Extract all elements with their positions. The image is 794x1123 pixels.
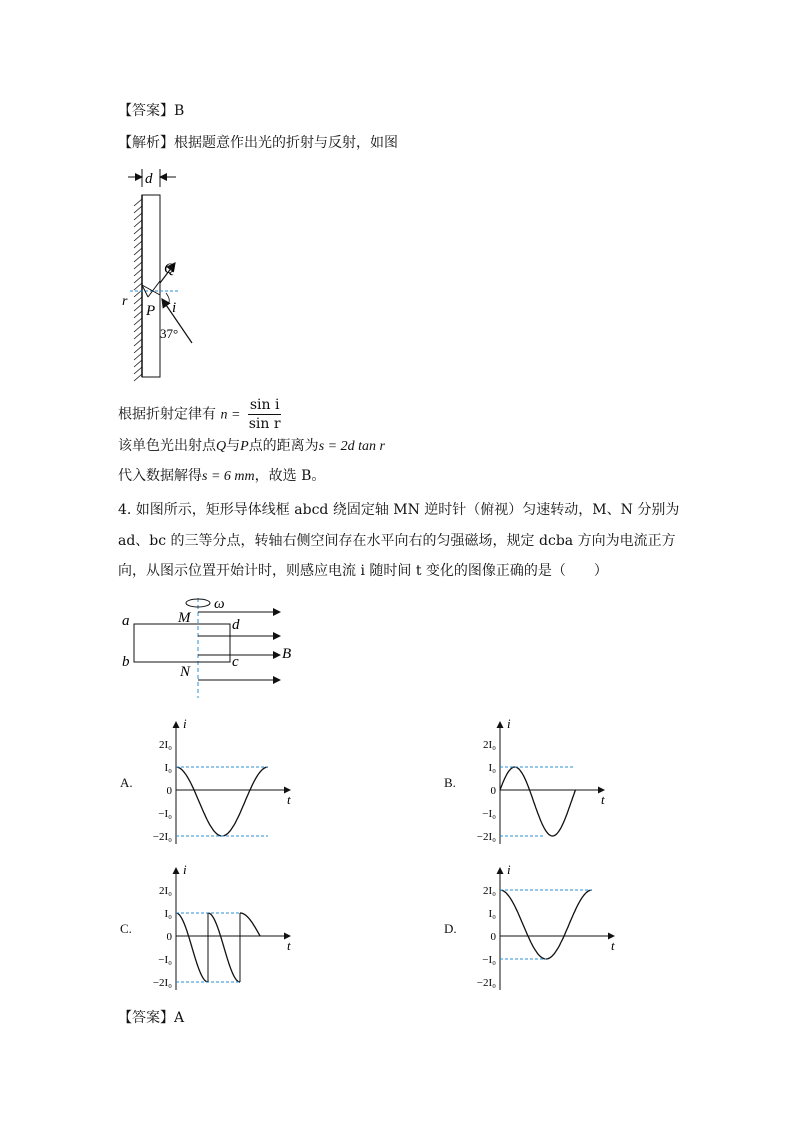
M-label: M xyxy=(178,610,191,626)
graph-A[interactable] xyxy=(140,716,310,846)
eq3-suffix: ，故选 B。 xyxy=(254,468,326,484)
hatch-mark xyxy=(134,339,142,346)
x-axis-label: t xyxy=(287,792,291,807)
eq2-mid: 与 xyxy=(226,438,241,454)
hatch-mark xyxy=(134,206,142,213)
tick-label: I₀ xyxy=(164,762,172,774)
tick-label: −2I₀ xyxy=(152,831,172,843)
answer-value: B xyxy=(174,103,185,119)
P-label: P xyxy=(146,303,156,319)
q4-line-3: 向，从图示位置开始计时，则感应电流 i 随时间 t 变化的图像正确的是（ ） xyxy=(118,563,608,579)
eq3-prefix: 代入数据解得 xyxy=(118,468,202,484)
eq2-prefix: 该单色光出射点 xyxy=(118,438,216,454)
analysis-line xyxy=(118,133,398,153)
eq2-P: P xyxy=(240,439,249,454)
a-label: a xyxy=(122,613,130,629)
tick-label: 0 xyxy=(166,931,172,943)
hatch-mark xyxy=(134,311,142,318)
b-label: b xyxy=(122,654,130,670)
r-label: r xyxy=(122,294,128,309)
hatch-mark xyxy=(134,374,142,381)
eq2-suffix: 点的距离为 xyxy=(248,438,319,454)
tick-label: I₀ xyxy=(488,762,496,774)
tick-label: I₀ xyxy=(164,908,172,920)
hatch-mark xyxy=(134,367,142,374)
omega-label: ω xyxy=(214,596,225,612)
hatch-mark xyxy=(134,304,142,311)
tick-label: 0 xyxy=(166,785,172,797)
tick-label: −I₀ xyxy=(482,954,496,966)
series-curve xyxy=(500,767,575,836)
hatch-mark xyxy=(134,332,142,339)
eq3-formula: s = 6 mm xyxy=(202,469,255,484)
q4-line-2: ad、bc 的三等分点，转轴右侧空间存在水平向右的匀强磁场，规定 dcba 方向为电流正方 xyxy=(118,533,676,549)
d-label-2: d xyxy=(232,617,240,633)
series-curve xyxy=(500,890,592,959)
hatch-mark xyxy=(134,248,142,255)
q4-line-1: 4. 如图所示，矩形导体线框 abcd 绕固定轴 MN 逆时针（俯视）匀速转动，M、N 分别为 xyxy=(118,502,680,518)
d-label: d xyxy=(145,171,153,187)
Q-label: Q xyxy=(164,261,175,277)
eq2-formula: s = 2d tan r xyxy=(318,439,385,454)
c-label: c xyxy=(232,654,239,670)
B-label: B xyxy=(282,646,292,662)
option-D-label[interactable]: D. xyxy=(444,921,457,936)
tick-label: −2I₀ xyxy=(152,977,172,989)
tick-label: I₀ xyxy=(488,908,496,920)
answer2-label: 【答案】 xyxy=(118,1010,174,1026)
option-B-label[interactable]: B. xyxy=(444,775,456,790)
graph-C[interactable] xyxy=(140,862,310,992)
y-axis-label: i xyxy=(507,862,511,877)
hatch-mark xyxy=(134,318,142,325)
option-A-label[interactable]: A. xyxy=(120,775,133,790)
tick-label: −2I₀ xyxy=(476,977,496,989)
graph-D[interactable] xyxy=(464,862,634,992)
hatch-mark xyxy=(134,283,142,290)
eq1-lhs: n = xyxy=(220,407,241,423)
tick-label: 2I₀ xyxy=(159,885,172,897)
i-label: i xyxy=(172,300,177,316)
hatch-mark xyxy=(134,262,142,269)
series-curve xyxy=(176,913,208,982)
x-axis-label: t xyxy=(611,938,615,953)
option-C-label[interactable]: C. xyxy=(120,921,132,936)
hatch-mark xyxy=(134,255,142,262)
rotating-frame-figure xyxy=(118,592,308,702)
series-curve xyxy=(176,767,268,836)
hatch-mark xyxy=(134,353,142,360)
answer2-value: A xyxy=(174,1010,185,1026)
hatch-mark xyxy=(134,241,142,248)
x-axis-label: t xyxy=(287,938,291,953)
hatch-mark xyxy=(134,360,142,367)
series-curve xyxy=(208,913,240,982)
hatch-mark xyxy=(134,269,142,276)
tick-label: 2I₀ xyxy=(483,739,496,751)
analysis-label: 【解析】 xyxy=(118,135,174,151)
hatch-mark xyxy=(134,213,142,220)
refraction-figure xyxy=(120,165,210,385)
analysis-text: 根据题意作出光的折射与反射，如图 xyxy=(174,135,398,151)
y-axis-label: i xyxy=(183,862,187,877)
tick-label: 2I₀ xyxy=(483,885,496,897)
tick-label: 0 xyxy=(490,785,496,797)
y-axis-label: i xyxy=(507,716,511,731)
tick-label: 2I₀ xyxy=(159,739,172,751)
answer-line-2 xyxy=(118,1008,184,1028)
angle-label: 37° xyxy=(160,326,179,341)
tick-label: −2I₀ xyxy=(476,831,496,843)
y-axis-label: i xyxy=(183,716,187,731)
series-curve xyxy=(240,913,260,936)
tick-label: −I₀ xyxy=(158,954,172,966)
hatch-mark xyxy=(134,220,142,227)
answer-line-1 xyxy=(118,101,184,121)
tick-label: −I₀ xyxy=(158,808,172,820)
answer-label: 【答案】 xyxy=(118,103,174,119)
x-axis-label: t xyxy=(601,792,605,807)
hatch-mark xyxy=(134,346,142,353)
eq1-fraction xyxy=(248,396,282,433)
eq1-denominator: sin r xyxy=(248,416,281,432)
hatch-mark xyxy=(134,325,142,332)
hatch-mark xyxy=(134,227,142,234)
eq2-Q: Q xyxy=(216,439,227,454)
hatch-mark xyxy=(134,199,142,206)
mirror-hatching xyxy=(134,199,142,381)
result-line xyxy=(118,466,325,487)
hatch-mark xyxy=(134,297,142,304)
eq1-numerator: sin i xyxy=(249,397,280,413)
N-label: N xyxy=(180,664,191,680)
eq1-prefix: 根据折射定律有 xyxy=(118,406,216,423)
tick-label: 0 xyxy=(490,931,496,943)
tick-label: −I₀ xyxy=(482,808,496,820)
refraction-law-line xyxy=(118,396,281,433)
distance-line xyxy=(118,436,385,457)
hatch-mark xyxy=(134,234,142,241)
graph-B[interactable] xyxy=(464,716,634,846)
hatch-mark xyxy=(134,276,142,283)
